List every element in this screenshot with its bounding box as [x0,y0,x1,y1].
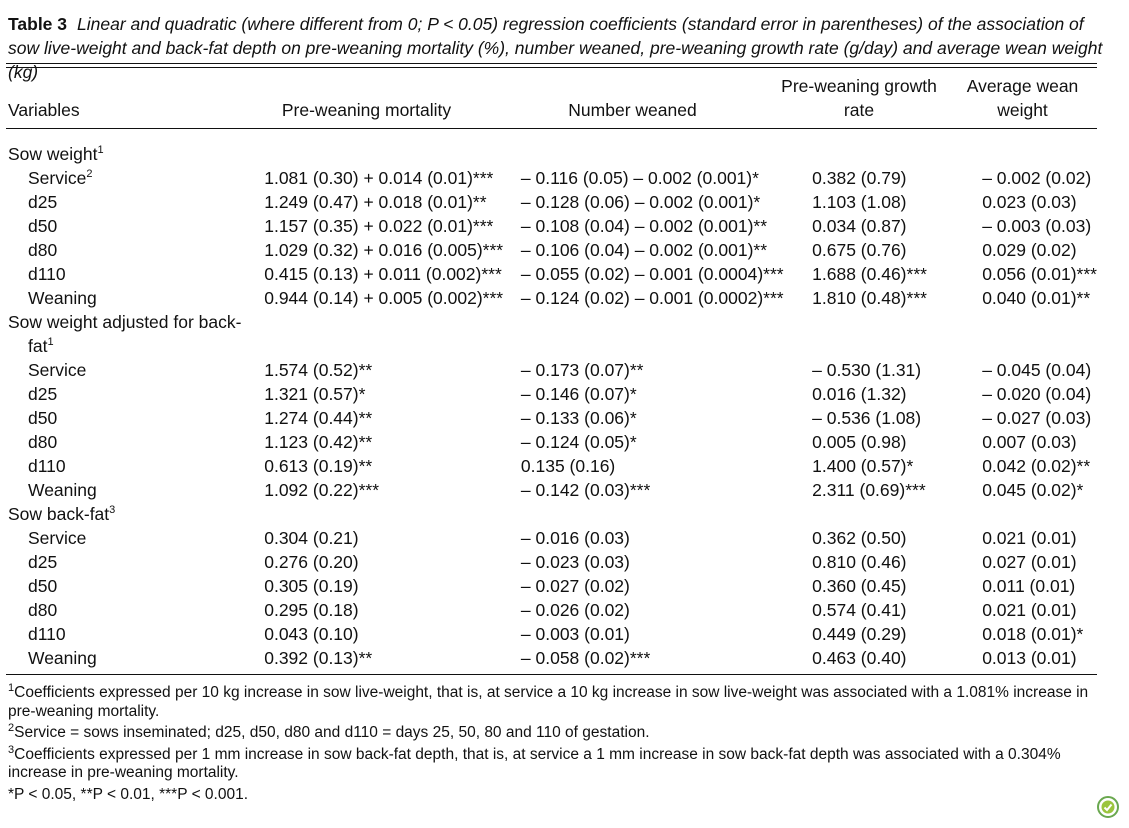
table-row [6,358,1097,382]
footnote [8,786,1098,805]
cell-weaned: – 0.027 (0.02) [520,575,630,596]
cell-weaned: – 0.142 (0.03)*** [520,479,651,500]
cell-growth-rate: 0.362 (0.50) [812,527,907,548]
cell-weaned: – 0.173 (0.07)** [520,359,644,380]
table-row [6,622,1097,646]
row-label [6,550,262,574]
footnote [8,743,1098,783]
group-title-cont-text: fat [28,335,48,356]
empty-cell [519,310,804,334]
cell-wean-weight: 0.056 (0.01)*** [982,263,1097,284]
group-title-text: Sow weight [8,143,98,164]
empty-cell [804,310,974,334]
table-caption-text: Linear and quadratic (where different from 0; P < 0.05) regression coefficients (standard error in parentheses) of the association of sow live-weight and back-fat depth on pre-weaning mortality (%), number weaned, pre-weaning growth rate (g/day) and average wean weight (kg) [8,14,1103,82]
cell-wean-weight: – 0.003 (0.03) [982,215,1092,236]
cell-mortality: 1.157 (0.35) + 0.022 (0.01)*** [264,215,494,236]
table-row [6,574,1097,598]
header-weight-line2: weight [997,100,1048,120]
cell-mortality: 0.276 (0.20) [264,551,359,572]
table-row [6,262,1097,286]
cell-weaned: – 0.058 (0.02)*** [520,647,651,668]
group-header-row [6,310,1097,334]
empty-cell [519,334,804,358]
cell-mortality: 1.092 (0.22)*** [264,479,380,500]
cell-weaned: – 0.003 (0.01) [520,623,630,644]
cell-mortality: 0.295 (0.18) [264,599,359,620]
header-weaned: Number weaned [568,100,697,120]
header-wean-weight [950,74,1095,122]
group-title [6,142,262,166]
footnote-mark: 2 [8,721,15,734]
cell-wean-weight: 0.042 (0.02)** [982,455,1091,476]
footnote-ref: 1 [47,335,54,348]
row-label [6,382,262,406]
table-row [6,382,1097,406]
cell-growth-rate: 1.400 (0.57)* [812,455,914,476]
header-rule [6,128,1097,129]
cell-mortality: 0.304 (0.21) [264,527,359,548]
cell-weaned: – 0.124 (0.02) – 0.001 (0.0002)*** [520,287,784,308]
regression-table [6,142,1097,670]
empty-cell [519,502,804,526]
row-label-text: d110 [28,455,66,476]
empty-cell [262,502,519,526]
header-growth-line1: Pre-weaning growth [781,76,937,96]
cell-growth-rate: – 0.536 (1.08) [812,407,922,428]
cell-growth-rate: 0.016 (1.32) [812,383,907,404]
cell-wean-weight: 0.007 (0.03) [982,431,1077,452]
cell-mortality: 0.043 (0.10) [264,623,359,644]
cell-mortality: 0.613 (0.19)** [264,455,373,476]
empty-cell [262,142,519,166]
group-title-text: Sow weight adjusted for back- [8,311,242,332]
table-row [6,214,1097,238]
row-label-text: Weaning [28,479,97,500]
cell-growth-rate: 0.360 (0.45) [812,575,907,596]
row-label [6,214,262,238]
table-row [6,286,1097,310]
header-variables: Variables [8,100,80,120]
cell-wean-weight: 0.013 (0.01) [982,647,1077,668]
footnote-text: Coefficients expressed per 10 kg increase in sow live-weight, that is, at service a 10 kg increase in sow live-weight was associated with a 1.081% increase in pre-weaning mortality. [8,684,1089,720]
cell-wean-weight: 0.011 (0.01) [982,575,1076,596]
cell-wean-weight: 0.018 (0.01)* [982,623,1084,644]
cell-wean-weight: 0.021 (0.01) [982,527,1077,548]
table-row [6,406,1097,430]
group-header-row [6,142,1097,166]
cell-weaned: – 0.023 (0.03) [520,551,630,572]
footnote-text: Service = sows inseminated; d25, d50, d80 and d110 = days 25, 50, 80 and 110 of gestation. [14,724,650,741]
row-label-text: Weaning [28,287,97,308]
empty-cell [974,334,1097,358]
row-label [6,646,262,670]
empty-cell [804,334,974,358]
row-label [6,406,262,430]
row-label-text: d80 [28,431,58,452]
footnote-text: *P < 0.05, **P < 0.01, ***P < 0.001. [8,785,249,803]
cell-mortality: 1.081 (0.30) + 0.014 (0.01)*** [264,167,494,188]
group-title-text: Sow back-fat [8,503,110,524]
row-label-text: d50 [28,407,58,428]
group-header-cont-row [6,334,1097,358]
cell-wean-weight: – 0.045 (0.04) [982,359,1092,380]
table-row [6,190,1097,214]
row-label-text: Service [28,359,87,380]
row-label-text: d25 [28,551,58,572]
footnotes [8,681,1098,807]
footnote-ref: 3 [109,503,116,516]
empty-cell [804,142,974,166]
cell-weaned: – 0.128 (0.06) – 0.002 (0.001)* [520,191,761,212]
row-label [6,190,262,214]
cell-growth-rate: 0.463 (0.40) [812,647,907,668]
cell-wean-weight: 0.021 (0.01) [982,599,1077,620]
table-label: Table 3 [8,14,68,34]
cell-mortality: 0.944 (0.14) + 0.005 (0.002)*** [264,287,504,308]
footnote [8,721,1098,743]
row-label [6,430,262,454]
row-label-text: d110 [28,623,66,644]
cell-mortality: 0.392 (0.13)** [264,647,373,668]
cell-growth-rate: 1.688 (0.46)*** [812,263,927,284]
group-header-row [6,502,1097,526]
row-label [6,598,262,622]
empty-cell [262,334,519,358]
empty-cell [974,310,1097,334]
header-growth-rate [775,74,943,122]
cell-weaned: – 0.106 (0.04) – 0.002 (0.001)** [520,239,768,260]
empty-cell [519,142,804,166]
cell-weaned: – 0.026 (0.02) [520,599,630,620]
row-label-text: d80 [28,599,58,620]
cell-growth-rate: 0.449 (0.29) [812,623,907,644]
cell-wean-weight: – 0.020 (0.04) [982,383,1092,404]
footnote-mark: 3 [8,743,15,756]
bottom-rule [6,674,1097,675]
cell-weaned: – 0.016 (0.03) [520,527,630,548]
row-label-text: d80 [28,239,58,260]
table-row [6,526,1097,550]
row-label-text: d25 [28,383,58,404]
cell-growth-rate: 0.382 (0.79) [812,167,907,188]
row-label [6,286,262,310]
cell-growth-rate: – 0.530 (1.31) [812,359,922,380]
footnote-text: Coefficients expressed per 1 mm increase in sow back-fat depth, that is, at service a 1 mm increase in sow back-fat depth was associated with a 0.304% increase in pre-weaning mortality. [8,745,1061,781]
cell-mortality: 1.249 (0.47) + 0.018 (0.01)** [264,191,487,212]
empty-cell [804,502,974,526]
row-label [6,526,262,550]
row-label [6,358,262,382]
cell-weaned: – 0.133 (0.06)* [520,407,637,428]
crossmark-icon[interactable] [1097,796,1119,818]
footnote-ref: 1 [97,143,104,156]
header-mortality: Pre-weaning mortality [281,100,452,120]
table-row [6,598,1097,622]
cell-mortality: 1.274 (0.44)** [264,407,373,428]
group-title-cont [6,334,262,358]
row-label [6,238,262,262]
row-label [6,262,262,286]
group-title [6,310,262,334]
cell-wean-weight: – 0.002 (0.02) [982,167,1092,188]
cell-growth-rate: 0.675 (0.76) [812,239,907,260]
cell-weaned: 0.135 (0.16) [520,455,616,476]
row-label-text: Service [28,527,87,548]
table-row [6,454,1097,478]
table-row [6,550,1097,574]
footnote-mark: 1 [8,681,15,694]
empty-cell [262,310,519,334]
row-label-text: d50 [28,575,58,596]
cell-growth-rate: 2.311 (0.69)*** [812,479,926,500]
cell-mortality: 1.029 (0.32) + 0.016 (0.005)*** [264,239,504,260]
row-label-text: d25 [28,191,58,212]
row-label-text: Weaning [28,647,97,668]
cell-growth-rate: 0.574 (0.41) [812,599,907,620]
cell-growth-rate: 1.810 (0.48)*** [812,287,927,308]
cell-weaned: – 0.116 (0.05) – 0.002 (0.001)* [520,167,759,188]
cell-wean-weight: 0.045 (0.02)* [982,479,1084,500]
header-weight-line1: Average wean [966,76,1079,96]
cell-growth-rate: 0.005 (0.98) [812,431,907,452]
cell-growth-rate: 0.034 (0.87) [812,215,907,236]
row-label [6,166,262,190]
row-label-text: d110 [28,263,66,284]
table-row [6,646,1097,670]
cell-mortality: 1.574 (0.52)** [264,359,373,380]
table-row [6,478,1097,502]
cell-wean-weight: 0.023 (0.03) [982,191,1077,212]
header-growth-line2: rate [843,100,875,120]
cell-growth-rate: 1.103 (1.08) [812,191,907,212]
cell-wean-weight: – 0.027 (0.03) [982,407,1092,428]
table-row [6,430,1097,454]
row-label [6,454,262,478]
row-label [6,622,262,646]
row-label [6,478,262,502]
empty-cell [974,142,1097,166]
row-label [6,574,262,598]
cell-wean-weight: 0.027 (0.01) [982,551,1077,572]
row-label-text: Service [28,167,87,188]
cell-mortality: 0.305 (0.19) [264,575,359,596]
table-row [6,238,1097,262]
cell-mortality: 0.415 (0.13) + 0.011 (0.002)*** [264,263,502,284]
table-row [6,166,1097,190]
cell-wean-weight: 0.029 (0.02) [982,239,1077,260]
cell-weaned: – 0.124 (0.05)* [520,431,637,452]
row-label-text: d50 [28,215,58,236]
table-body [6,142,1097,670]
cell-wean-weight: 0.040 (0.01)** [982,287,1091,308]
empty-cell [974,502,1097,526]
cell-mortality: 1.123 (0.42)** [264,431,373,452]
cell-weaned: – 0.146 (0.07)* [520,383,637,404]
cell-weaned: – 0.108 (0.04) – 0.002 (0.001)** [520,215,768,236]
cell-growth-rate: 0.810 (0.46) [812,551,907,572]
footnote [8,681,1098,721]
footnote-ref: 2 [86,167,93,180]
top-double-rule [6,63,1097,68]
cell-weaned: – 0.055 (0.02) – 0.001 (0.0004)*** [520,263,784,284]
cell-mortality: 1.321 (0.57)* [264,383,366,404]
group-title [6,502,262,526]
